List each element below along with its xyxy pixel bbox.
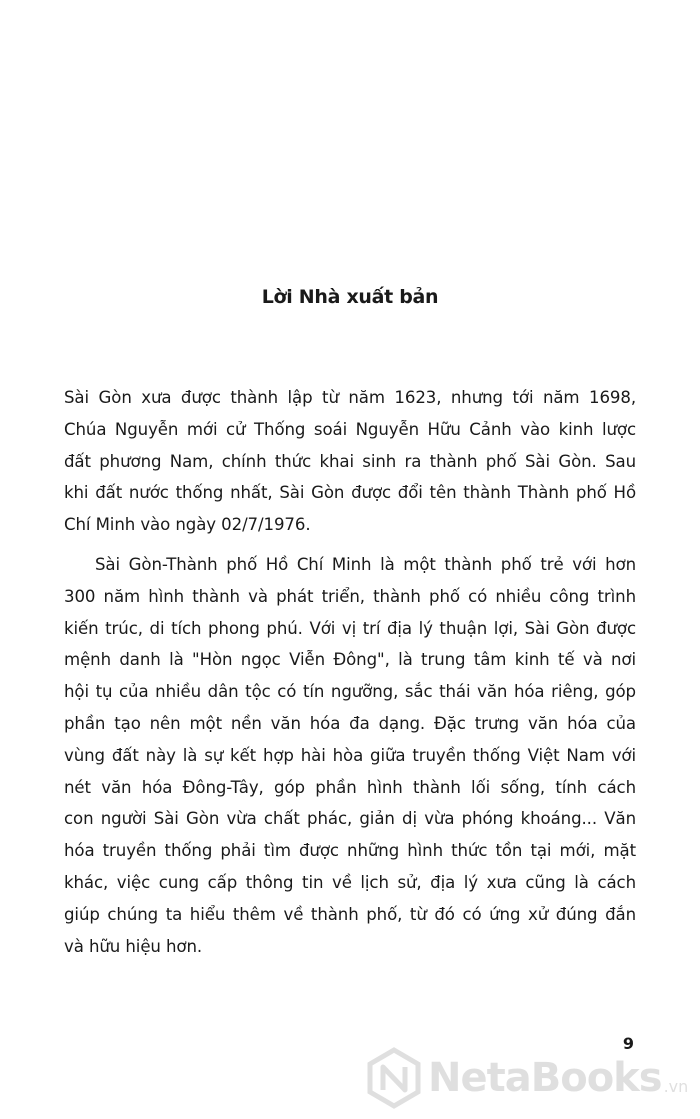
- netabooks-logo-icon: [366, 1047, 422, 1109]
- text-line: Chí Minh vào ngày 02/7/1976.: [64, 515, 311, 535]
- watermark-suffix: .vn: [663, 1077, 689, 1096]
- text-line: kiến trúc, di tích phong phú. Với vị trí địa lý thuận lợi, Sài Gòn được: [64, 618, 636, 638]
- paragraph-2: [64, 549, 636, 962]
- text-line: mệnh danh là "Hòn ngọc Viễn Đông", là trung tâm kinh tế và nơi: [64, 650, 636, 670]
- text-line: hóa truyền thống phải tìm được những hình thức tồn tại mới, mặt: [64, 841, 636, 861]
- text-line: phần tạo nên một nền văn hóa đa dạng. Đặc trưng văn hóa của: [64, 713, 636, 733]
- text-line: con người Sài Gòn vừa chất phác, giản dị vừa phóng khoáng... Văn: [64, 809, 636, 829]
- body-text: [64, 382, 636, 962]
- page-title: Lời Nhà xuất bản: [261, 286, 439, 308]
- text-line: Sài Gòn xưa được thành lập từ năm 1623, nhưng tới năm 1698,: [64, 388, 636, 407]
- watermark: [366, 1046, 696, 1110]
- page-number: 9: [622, 1034, 634, 1053]
- watermark-brand: NetaBooks: [428, 1055, 662, 1101]
- text-line: khác, việc cung cấp thông tin về lịch sử, địa lý xưa cũng là cách: [64, 872, 636, 892]
- text-line: hội tụ của nhiều dân tộc có tín ngưỡng, sắc thái văn hóa riêng, góp: [64, 682, 636, 702]
- text-line: 300 năm hình thành và phát triển, thành phố có nhiều công trình: [64, 586, 636, 606]
- text-line: đất phương Nam, chính thức khai sinh ra thành phố Sài Gòn. Sau: [64, 451, 636, 471]
- paragraph-1: [64, 382, 636, 541]
- text-line: và hữu hiệu hơn.: [64, 936, 203, 956]
- text-line: giúp chúng ta hiểu thêm về thành phố, từ đó có ứng xử đúng đắn: [64, 904, 636, 924]
- text-line: vùng đất này là sự kết hợp hài hòa giữa truyền thống Việt Nam với: [64, 745, 636, 765]
- text-line: Sài Gòn-Thành phố Hồ Chí Minh là một thành phố trẻ với hơn: [95, 554, 636, 574]
- text-line: nét văn hóa Đông-Tây, góp phần hình thành lối sống, tính cách: [64, 777, 636, 797]
- text-line: Chúa Nguyễn mới cử Thống soái Nguyễn Hữu Cảnh vào kinh lược: [64, 419, 636, 439]
- text-line: khi đất nước thống nhất, Sài Gòn được đổi tên thành Thành phố Hồ: [64, 483, 636, 503]
